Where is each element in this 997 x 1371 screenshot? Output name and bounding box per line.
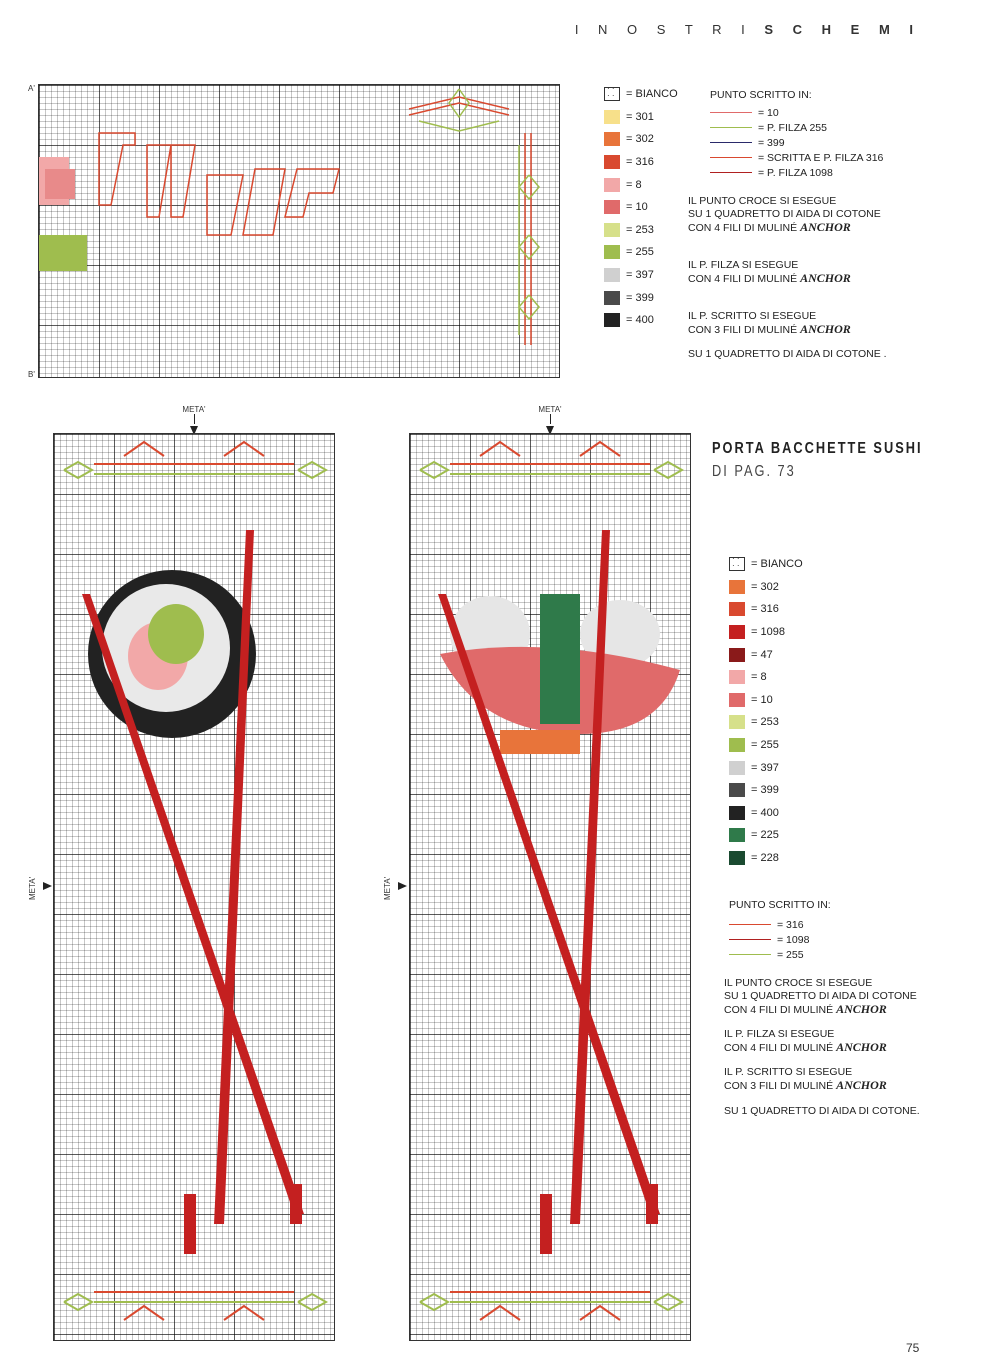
legend-row [729,576,803,599]
swatch [729,602,745,616]
anchor-logo: ANCHOR [836,1002,887,1016]
thread-line [710,112,752,114]
label-a: A' [28,84,35,93]
legend-row [604,83,678,106]
thread-row [710,135,883,150]
legend-label: = 301 [626,110,654,123]
swatch [729,783,745,797]
swatch [604,268,620,282]
swatch [729,761,745,775]
note-line: IL P. SCRITTO SI ESEGUE [724,1066,853,1078]
meta-marker-left [174,405,214,435]
arrow-right-icon [398,882,407,890]
thread-line [710,127,752,129]
note-filza-bottom [724,1028,887,1055]
border-bottom-red [94,1292,294,1320]
meta-label: META' [182,405,206,414]
legend-row [604,106,678,129]
thread-label: = P. FILZA 255 [758,121,827,134]
legend-label: = 399 [751,784,779,797]
chart-nigiri [409,433,691,1341]
legend-row [604,264,678,287]
thread-line [710,142,752,144]
arrow-stem [550,414,551,424]
thread-line [710,157,752,159]
legend-label: = 228 [751,852,779,865]
legend-row [729,666,803,689]
roe [500,730,580,754]
border-top-red [94,442,294,464]
legend-top [604,83,678,332]
legend-row [729,621,803,644]
note-filza-top [688,259,851,286]
thread-label: = SCRITTA E P. FILZA 316 [758,151,884,164]
note-line: IL PUNTO CROCE SI ESEGUE [688,195,837,207]
legend-label: = 397 [751,761,779,774]
legend-row [604,151,678,174]
corner-border-green [419,89,539,335]
note-line: SU 1 QUADRETTO DI AIDA DI COTONE [724,990,917,1002]
thread-line [729,924,771,926]
legend-label: = 400 [626,314,654,327]
thread-heading: PUNTO SCRITTO IN: [710,89,812,101]
swatch [604,223,620,237]
note-line: IL P. SCRITTO SI ESEGUE [688,310,817,322]
note-scritto-top [688,310,851,337]
thread-row [710,120,883,135]
legend-label: = 399 [626,291,654,304]
border-top-red [450,442,650,464]
legend-row [604,128,678,151]
nigiri-drawing [410,434,692,1342]
salmon-motif-shade [45,169,75,199]
swatch [604,200,620,214]
legend-row [729,598,803,621]
legend-label: = 1098 [751,626,785,639]
legend-bottom [729,553,803,869]
legend-label: = 397 [626,269,654,282]
thread-label: = P. FILZA 1098 [758,166,833,179]
thread-heading: PUNTO SCRITTO IN: [729,899,831,911]
legend-row [729,802,803,825]
legend-row [604,196,678,219]
maki-drawing [54,434,336,1342]
thread-line [729,939,771,941]
green-motif [39,235,87,271]
legend-row [729,847,803,870]
legend-label: = 10 [751,693,773,706]
legend-label: = BIANCO [751,558,803,571]
note-line: CON 4 FILI DI MULINÉ [688,222,798,234]
meta-label: META' [538,405,562,414]
legend-row [604,173,678,196]
meta-side-right: META' [383,876,392,900]
swatch [604,155,620,169]
thread-label: = 316 [777,918,804,931]
thread-row [710,150,883,165]
legend-label: = 10 [626,201,648,214]
nori-band [540,594,580,724]
corner-border-red [409,97,531,345]
legend-label: = 316 [626,156,654,169]
legend-label: = 253 [626,223,654,236]
legend-label: = 400 [751,806,779,819]
legend-label: = 253 [751,716,779,729]
arrow-right-icon [43,882,52,890]
pattern-title: PORTA BACCHETTE SUSHI [712,440,923,457]
legend-label: = 47 [751,648,773,661]
header-bold: S C H E M I [764,22,921,37]
swatch [729,715,745,729]
border-bottom-green [420,1294,682,1310]
legend-row [729,756,803,779]
note-line: SU 1 QUADRETTO DI AIDA DI COTONE [688,208,881,220]
thread-row [729,932,831,947]
note-line: CON 4 FILI DI MULINÉ [724,1004,834,1016]
note-line: IL PUNTO CROCE SI ESEGUE [724,977,873,989]
note-croce-top [688,195,881,235]
header-prefix: I N O S T R I [574,22,765,37]
note-croce-bottom [724,977,917,1017]
swatch [729,625,745,639]
page-header [575,22,921,37]
anchor-logo: ANCHOR [836,1040,887,1054]
thread-row [729,947,831,962]
legend-label: = 225 [751,829,779,842]
note-line: CON 3 FILI DI MULINÉ [724,1080,834,1092]
swatch [729,670,745,684]
legend-label: = 8 [626,178,642,191]
legend-label: = 255 [626,246,654,259]
meta-side-left: META' [28,876,37,900]
thread-legend-top [710,89,883,180]
legend-row [729,643,803,666]
note-footer-bottom: SU 1 QUADRETTO DI AIDA DI COTONE. [724,1105,920,1117]
legend-row [604,286,678,309]
note-line: CON 3 FILI DI MULINÉ [688,324,798,336]
legend-row [729,734,803,757]
swatch [604,110,620,124]
top-chart-drawing [39,85,561,379]
thread-label: = 399 [758,136,785,149]
anchor-logo: ANCHOR [800,220,851,234]
legend-row [729,711,803,734]
legend-label: = 316 [751,603,779,616]
swatch [604,178,620,192]
thread-row [710,165,883,180]
meta-marker-right [530,405,570,435]
thread-line [710,172,752,174]
legend-label: = 8 [751,671,767,684]
swatch [729,806,745,820]
legend-row [729,824,803,847]
pattern-subtitle: DI PAG. 73 [712,463,796,480]
swatch [604,245,620,259]
border-bottom-red [450,1292,650,1320]
legend-label: = 302 [626,133,654,146]
legend-row [604,219,678,242]
swatch-bianco [604,87,620,101]
scritta-outline [99,133,339,235]
thread-row [729,917,831,932]
thread-label: = 10 [758,106,779,119]
swatch [729,828,745,842]
legend-row [604,241,678,264]
note-footer-top: SU 1 QUADRETTO DI AIDA DI COTONE . [688,348,887,360]
legend-row [729,779,803,802]
avocado-center [148,604,204,664]
anchor-logo: ANCHOR [800,271,851,285]
note-line: CON 4 FILI DI MULINÉ [724,1042,834,1054]
swatch [729,738,745,752]
swatch [604,313,620,327]
label-b: B' [28,370,35,379]
swatch [729,580,745,594]
chart-maki [53,433,335,1341]
anchor-logo: ANCHOR [836,1078,887,1092]
thread-label: = 255 [777,948,804,961]
legend-label: = 255 [751,739,779,752]
note-line: IL P. FILZA SI ESEGUE [724,1028,835,1040]
arrow-stem [194,414,195,424]
swatch-bianco [729,557,745,571]
legend-label: = BIANCO [626,88,678,101]
page-number: 75 [906,1341,920,1355]
thread-row [710,105,883,120]
legend-row [729,689,803,712]
top-cross-stitch-chart [38,84,560,378]
note-scritto-bottom [724,1066,887,1093]
swatch [729,648,745,662]
thread-label: = 1098 [777,933,810,946]
swatch [604,291,620,305]
thread-legend-bottom [729,899,831,962]
swatch [729,693,745,707]
legend-row [604,309,678,332]
legend-label: = 302 [751,580,779,593]
anchor-logo: ANCHOR [800,322,851,336]
legend-row [729,553,803,576]
note-line: CON 4 FILI DI MULINÉ [688,273,798,285]
swatch [604,132,620,146]
border-bottom-green [64,1294,326,1310]
swatch [729,851,745,865]
note-line: IL P. FILZA SI ESEGUE [688,259,799,271]
thread-line [729,954,771,956]
